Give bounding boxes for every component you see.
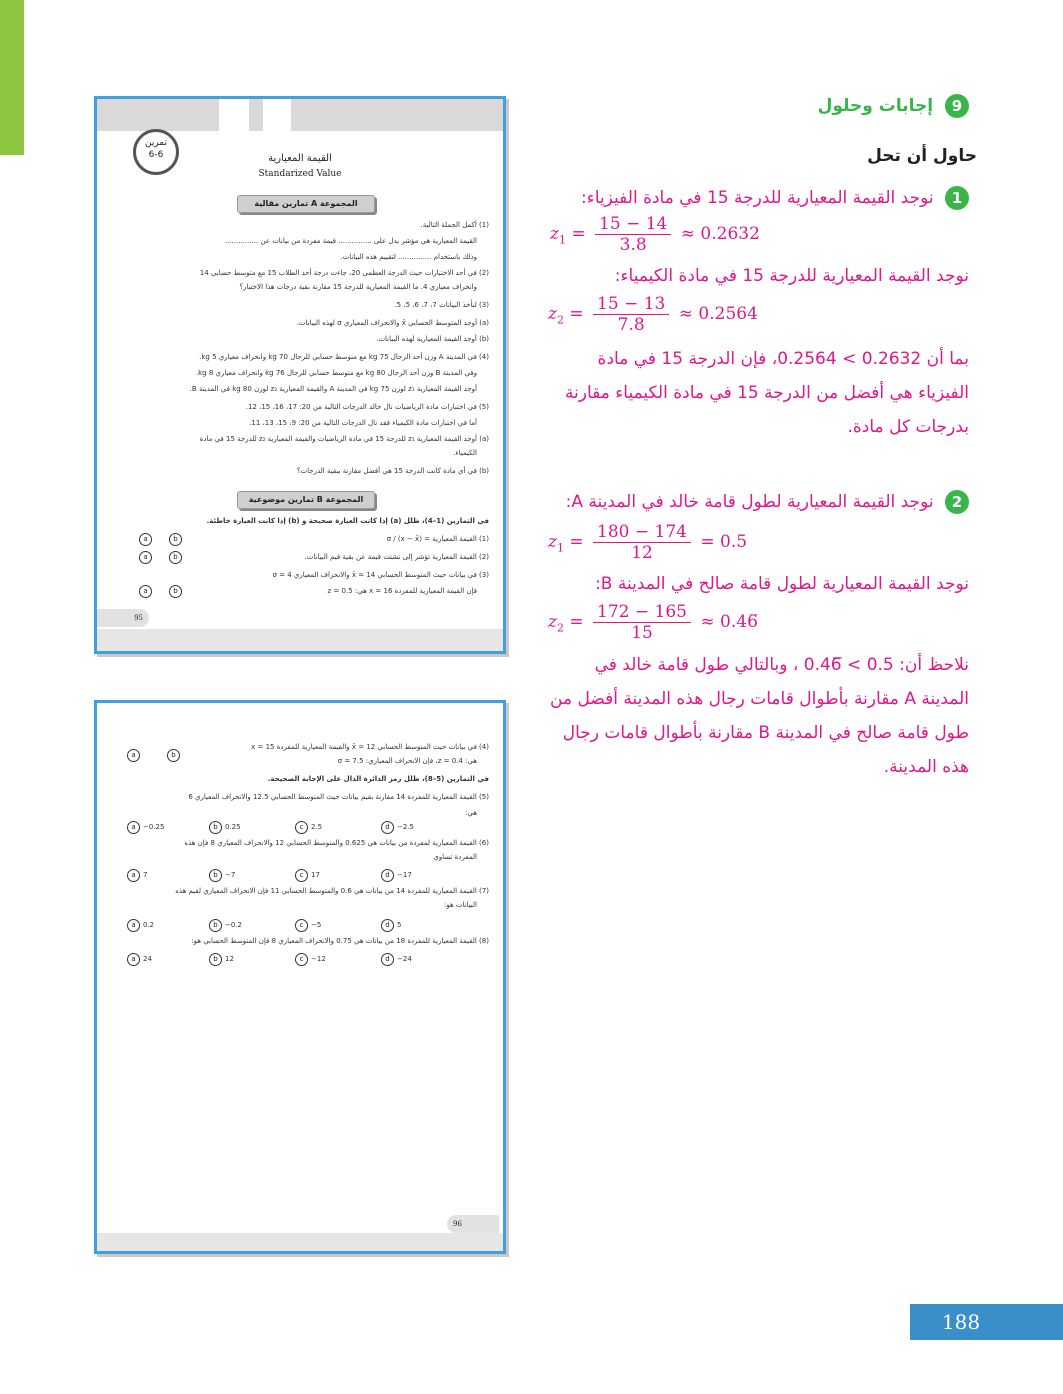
option-value: 24 — [143, 955, 152, 963]
item-1-text: نوجد القيمة المعيارية للدرجة 15 في مادة الفيزياء: — [581, 188, 934, 208]
section-number-badge: 9 — [945, 94, 969, 118]
text-line: (b) أوجد القيمة المعيارية لهذه البيانات. — [376, 335, 489, 343]
option-c-circle[interactable]: c — [295, 919, 308, 932]
option-b-circle[interactable]: b — [209, 919, 222, 932]
equation-z2-city-b: $z_2$ = $\frac{172 - 165}{15}$ ≈ 0.46̅ — [548, 602, 758, 643]
instruction-line: في التمارين (5–8)، ظلل رمز الدائرة الدال على الإجابة الصحيحة. — [267, 775, 489, 783]
try-label: حاول أن تحل — [867, 146, 977, 166]
equation-z1-city-a: $z_1$ = $\frac{180 - 174}{12}$ = 0.5 — [548, 522, 748, 563]
option-value: 17 — [311, 871, 320, 879]
option-c-circle[interactable]: c — [295, 953, 308, 966]
text-line: (5) في اختبارات مادة الرياضيات نال خالد الدرجات التالية من 20: 17، 16، 15، 12. — [245, 403, 489, 411]
page-bottom-strip — [97, 629, 503, 651]
item-2-badge: 2 — [945, 490, 969, 514]
instruction-line: في التمارين (1–4)، ظلل (a) إذا كانت العبارة صحيحة و (b) إذا كانت العبارة خاطئة. — [206, 517, 489, 525]
text-line: (1) أكمل الجملة التالية. — [420, 221, 489, 229]
text-line: (a) أوجد القيمة المعيارية z₁ للدرجة 15 في مادة الرياضيات والقيمة المعيارية z₂ للدرجة 15 في مادة — [199, 435, 489, 443]
eq-denominator: 15 — [631, 623, 653, 643]
page-number-95: 95 — [97, 609, 149, 627]
eq-denominator: 7.8 — [617, 315, 645, 335]
option-value: −5 — [311, 921, 322, 929]
eq-denominator: 3.8 — [619, 235, 647, 255]
page-number-badge — [910, 1304, 1063, 1340]
option-value: 12 — [225, 955, 234, 963]
text-line: (3) في بيانات حيث المتوسط الحسابي 14 = x̄ والانحراف المعياري 4 = σ — [272, 571, 489, 579]
option-b-circle[interactable]: b — [209, 869, 222, 882]
badge-number: 6-6 — [148, 150, 164, 160]
badge-label: تمرين — [144, 138, 168, 148]
equation-z2-chemistry: $z_2$ = $\frac{15 - 13}{7.8}$ ≈ 0.2564 — [548, 294, 758, 335]
item-1-conclusion: بما أن 0.2632 > 0.2564، فإن الدرجة 15 في مادة الفيزياء هي أفضل من الدرجة 15 في مادة الكيمياء مقارنة بدرجات كل مادة. — [564, 349, 969, 437]
text-line: (3) لنأخذ البيانات 7، 7، 6، 5، 5. — [394, 301, 489, 309]
item-1-line-1 — [581, 186, 969, 210]
choice-a-circle[interactable]: a — [139, 533, 152, 546]
eq-var: z — [548, 532, 557, 552]
worksheet-title-ar: القيمة المعيارية — [268, 153, 332, 164]
text-line: (4) في المدينة A وزن أحد الرجال 75 kg مع متوسط حسابي للرجال 70 kg وانحراف معياري 5 kg. — [199, 353, 489, 361]
choice-a-circle[interactable]: a — [127, 749, 140, 762]
option-value: 0.25 — [225, 823, 241, 831]
page-header-strip — [97, 99, 503, 131]
choice-b-circle[interactable]: b — [169, 551, 182, 564]
choice-a-circle[interactable]: a — [139, 585, 152, 598]
text-line: البيانات هو: — [444, 901, 477, 909]
worksheet-page-95 — [94, 96, 506, 654]
page-number-text: 188 — [941, 1310, 981, 1334]
text-line: (2) القيمة المعيارية تؤشر إلى تشتت قيمة عن بقية قيم البيانات. — [304, 553, 489, 561]
option-b-circle[interactable]: b — [209, 821, 222, 834]
option-value: −17 — [397, 871, 412, 879]
option-value: −2.5 — [397, 823, 414, 831]
eq-numerator: 15 − 13 — [593, 294, 669, 315]
option-value: 5 — [397, 921, 402, 929]
option-d-circle[interactable]: d — [381, 953, 394, 966]
text-line: المفردة تساوي — [433, 853, 477, 861]
eq-sub: 1 — [556, 541, 564, 555]
eq-var: z — [548, 304, 557, 324]
option-a-circle[interactable]: a — [127, 821, 140, 834]
option-b-circle[interactable]: b — [209, 953, 222, 966]
option-c-circle[interactable]: c — [295, 821, 308, 834]
eq-sub: 1 — [558, 233, 566, 247]
text-line: وانحراف معياري 4. ما القيمة المعيارية للدرجة 15 مقارنة بقية درجات هذا الاختبار؟ — [239, 283, 477, 291]
section-title: إجابات وحلول — [817, 96, 934, 116]
worksheet-page-96 — [94, 700, 506, 1254]
eq-result: = 0.5 — [700, 532, 748, 552]
text-line: (a) أوجد المتوسط الحسابي x̄ والانحراف المعياري σ لهذه البيانات. — [296, 319, 489, 327]
option-value: −7 — [225, 871, 236, 879]
choice-b-circle[interactable]: b — [169, 585, 182, 598]
text-line: (8) القيمة المعيارية للمفردة 18 من بيانات هي 0.75 والانحراف المعياري 8 فإن المتوسط الحسابي هو: — [191, 937, 489, 945]
option-d-circle[interactable]: d — [381, 821, 394, 834]
text-line: القيمة المعيارية هي مؤشر يدل على ............... قيمة مفردة من بيانات عن ............... — [224, 237, 477, 245]
eq-var: z — [548, 612, 557, 632]
option-value: −12 — [311, 955, 326, 963]
text-line: أما في اختبارات مادة الكيمياء فقد نال الدرجات التالية من 20: 9، 15، 13، 11. — [249, 419, 477, 427]
eq-numerator: 15 − 14 — [595, 214, 671, 235]
section-heading — [818, 94, 969, 118]
eq-sub: 2 — [556, 621, 564, 635]
option-value: 7 — [143, 871, 148, 879]
group-b-heading: المجموعة B تمارين موضوعية — [237, 491, 375, 509]
text-line: (1) القيمة المعيارية = (x − x̄) / σ — [386, 535, 489, 543]
text-line: أوجد القيمة المعيارية z₁ لوزن 75 kg في المدينة A والقيمة المعيارية z₂ لوزن 80 kg في المدينة B. — [189, 385, 477, 393]
text-line: هي: z = 0.4، فإن الانحراف المعياري: σ = 7.5 — [337, 757, 477, 765]
green-edge-bar — [0, 0, 24, 155]
text-line: هي: — [465, 809, 477, 817]
text-line: (7) القيمة المعيارية للمفردة 14 من بيانات هي 0.6 والمتوسط الحسابي 11 فإن الانحراف المعياري لقيم هذه — [175, 887, 489, 895]
item-1-badge: 1 — [945, 186, 969, 210]
choice-b-circle[interactable]: b — [167, 749, 180, 762]
item-2-line-2: نوجد القيمة المعيارية لطول قامة صالح في المدينة B: — [595, 574, 969, 594]
text-line: (6) القيمة المعيارية لمفردة من بيانات هي 0.625 والمتوسط الحسابي 12 والانحراف المعياري 8 فإن هذه — [184, 839, 489, 847]
text-line: الكيمياء. — [453, 449, 477, 457]
option-value: 0.2 — [143, 921, 155, 929]
option-a-circle[interactable]: a — [127, 953, 140, 966]
text-line: فإن القيمة المعيارية للمفردة 16 = x هي: z = 0.5 — [327, 587, 477, 595]
text-line: وذلك باستخدام ............... لتقييم هذه البيانات. — [340, 253, 477, 261]
option-a-circle[interactable]: a — [127, 919, 140, 932]
eq-var: z — [550, 224, 559, 244]
item-2-line-1 — [566, 490, 969, 514]
eq-result: ≈ 0.2632 — [680, 224, 760, 244]
equation-z1-physics: $z_1$ = $\frac{15 - 14}{3.8}$ ≈ 0.2632 — [550, 214, 760, 255]
worksheet-title-en: Standarized Value — [258, 169, 342, 179]
option-a-circle[interactable]: a — [127, 869, 140, 882]
option-value: −0.2 — [225, 921, 242, 929]
item-2-text: نوجد القيمة المعيارية لطول قامة خالد في المدينة A: — [565, 492, 934, 512]
eq-numerator: 180 − 174 — [593, 522, 691, 543]
text-line: وفي المدينة B وزن أحد الرجال 80 kg مع متوسط حسابي للرجال 76 kg وانحراف معياري 8 kg. — [195, 369, 477, 377]
option-d-circle[interactable]: d — [381, 919, 394, 932]
page-bottom-strip — [97, 1233, 503, 1251]
item-1-line-2: نوجد القيمة المعيارية للدرجة 15 في مادة الكيمياء: — [614, 266, 969, 286]
page-number-96: 96 — [447, 1215, 499, 1233]
option-value: −24 — [397, 955, 412, 963]
text-line: (4) في بيانات حيث المتوسط الحسابي 12 = x̄ والقيمة المعيارية للمفردة 15 = x — [251, 743, 489, 751]
text-line: (2) في أحد الاختبارات حيث الدرجة العظمى 20، جاءت درجة أحد الطلاب 15 مع متوسط حسابي 14 — [199, 269, 489, 277]
eq-denominator: 12 — [631, 543, 653, 563]
option-d-circle[interactable]: d — [381, 869, 394, 882]
option-value: −0.25 — [143, 823, 165, 831]
text-line: (b) في أي مادة كانت الدرجة 15 هي أفضل مقارنة ببقية الدرجات؟ — [296, 467, 489, 475]
option-value: 2.5 — [311, 823, 323, 831]
choice-b-circle[interactable]: b — [169, 533, 182, 546]
group-a-heading: المجموعة A تمارين مقالية — [237, 195, 375, 213]
eq-numerator: 172 − 165 — [593, 602, 691, 623]
text-line: (5) القيمة المعيارية للمفردة 14 مقارنة بقيم بيانات حيث المتوسط الحسابي 12.5 والانحراف المعياري 6 — [188, 793, 489, 801]
eq-result: ≈ 0.2564 — [678, 304, 758, 324]
option-c-circle[interactable]: c — [295, 869, 308, 882]
eq-sub: 2 — [556, 313, 564, 327]
choice-a-circle[interactable]: a — [139, 551, 152, 564]
eq-result: ≈ 0.46̅ — [700, 612, 758, 632]
item-2-conclusion: نلاحظ أن: 0.5 > 0.46̅ ، وبالتالي طول قامة خالد في المدينة A مقارنة بأطوال قامات رجال هذه المدينة أفضل من طول قامة صالح في المدينة B مقارنة بأطوال قامات رجال هذه المدينة. — [550, 655, 969, 777]
